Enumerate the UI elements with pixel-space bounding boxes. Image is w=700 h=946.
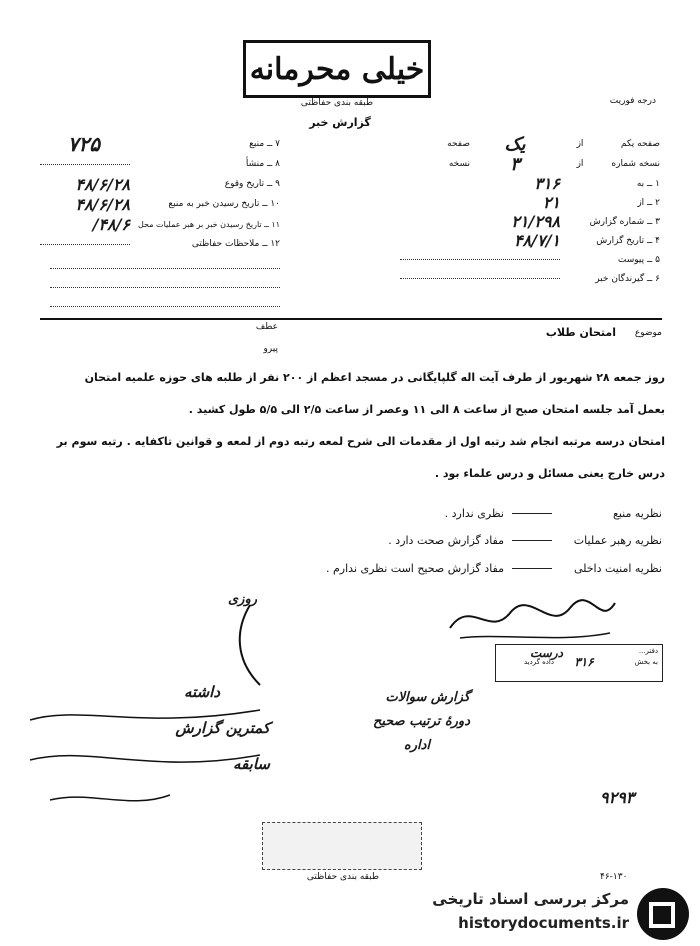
classification-label-bottom: طبقه بندی حفاظتی	[306, 872, 380, 882]
field-label: ۳ ــ شماره گزارش	[589, 216, 660, 227]
watermark-url: historydocuments.ir	[458, 914, 629, 932]
field-label: ۹ ــ تاریخ وقوع	[224, 179, 280, 189]
body-line: امتحان درسه مرتبه انجام شد رتبه اول از مقدمات الی شرح لمعه رتبه دوم از لمعه و قوانین تاکفایه . رتبه سوم بر	[56, 435, 665, 448]
registry-row	[500, 655, 658, 669]
signature-squiggle	[440, 588, 620, 648]
field-value: ۴۸/۶/۲۸	[75, 174, 130, 194]
opinion-value: مفاد گزارش صحیح است نظری ندارم .	[326, 561, 504, 575]
registry-line: به بخش	[634, 658, 658, 666]
opinion-label: نظریه منبع	[613, 506, 662, 520]
subject-label: موضوع	[634, 327, 662, 338]
opinion-value: نظری ندارد .	[444, 506, 504, 520]
opinion-value: مفاد گزارش صحت دارد .	[388, 533, 504, 547]
field-from-label: از	[576, 159, 584, 169]
body-line: بعمل آمد جلسه امتحان صبح از ساعت ۸ الی ۱۱ وعصر از ساعت ۲/۵ الی ۵/۵ طول کشید .	[188, 403, 665, 416]
field-label: ۱ ــ به	[636, 178, 660, 189]
field-value: ۳	[510, 153, 520, 175]
field-label: ۲ ــ از	[637, 197, 660, 208]
field-label: ۴ ــ تاریخ گزارش	[596, 235, 660, 246]
dotted-line	[40, 164, 130, 165]
opinion-label: نظریه رهبر عملیات	[573, 533, 662, 547]
report-title: گزارش خبر	[309, 116, 371, 129]
field-label: ۵ ــ پیوست	[617, 254, 660, 265]
opinions	[270, 500, 662, 582]
bottom-stamp	[262, 822, 422, 870]
field-unit: صفحه	[447, 139, 470, 149]
classification-label-top: طبقه بندی حفاظتی	[300, 98, 374, 108]
field-row-from	[400, 193, 660, 212]
field-row-date-ops	[40, 214, 280, 234]
field-row-page	[400, 134, 660, 154]
field-from-label: از	[576, 139, 584, 149]
subject-row	[380, 326, 662, 339]
field-unit: نسخه	[448, 159, 470, 169]
field-label: ۱۰ ــ تاریخ رسیدن خبر به منبع	[168, 199, 280, 209]
field-row-attachment	[400, 250, 660, 269]
field-row-to	[400, 174, 660, 193]
field-value: ۴۸/۷/۱	[513, 231, 560, 250]
field-row-source	[40, 134, 280, 154]
handwritten-center-block	[300, 686, 470, 758]
handwritten-scribble-left	[20, 700, 270, 830]
dotted-line	[40, 244, 130, 245]
field-value: ۴۸/۶/	[92, 214, 130, 234]
field-value: ۲۱	[542, 193, 560, 212]
body-line: روز جمعه ۲۸ شهریور از طرف آیت اله گلپایگانی در مسجد اعظم از ۲۰۰ نفر از طلبه های حوزه علمیه امتحان	[84, 371, 665, 384]
handwritten-line: سابقه	[233, 755, 270, 773]
field-label: ۸ ــ منشأ	[245, 159, 280, 169]
field-row-origin	[40, 154, 280, 174]
dotted-line	[400, 259, 560, 260]
priority-label: درجه فوریت	[609, 96, 656, 106]
form-code: ۴۶-۱۳۰	[600, 872, 628, 882]
handwritten-note-right: روزی	[228, 592, 258, 607]
field-row-copy	[400, 154, 660, 174]
field-value: یک	[504, 133, 526, 155]
dash	[512, 540, 552, 541]
field-row-date-occurrence	[40, 174, 280, 194]
field-label: ۱۲ ــ ملاحظات حفاظتی	[191, 239, 280, 249]
left-fields	[40, 134, 280, 307]
watermark	[410, 886, 695, 942]
field-label: نسخه شماره	[611, 159, 660, 169]
field-value: ۲۱/۲۹۸	[511, 212, 560, 231]
field-value: ۳۱۶	[534, 174, 560, 193]
dotted-line	[50, 306, 280, 307]
report-body	[40, 362, 665, 490]
field-value: ۷۲۵	[67, 132, 100, 156]
registry-line: دفتر...	[638, 647, 658, 655]
opinion-source	[270, 500, 662, 526]
field-row-report-number	[400, 212, 660, 231]
document-number: ۹۲۹۳	[600, 788, 635, 807]
field-label: ۷ ــ منبع	[249, 139, 280, 149]
field-label: صفحه یکم	[620, 139, 660, 149]
stamp-title: خیلی محرمانه	[249, 51, 425, 87]
dotted-line	[50, 287, 280, 288]
handwritten-line: کمترین گزارش	[175, 719, 270, 737]
dotted-line	[400, 278, 560, 279]
subject-value: امتحان طلاب	[545, 326, 616, 339]
dash	[512, 568, 552, 569]
handwritten-line: دورۀ ترتیب صحیح	[372, 714, 470, 729]
confidential-stamp	[243, 40, 431, 98]
dash	[512, 513, 552, 514]
registry-line: داده گردید	[523, 658, 554, 666]
field-row-recipients	[400, 269, 660, 288]
divider	[40, 318, 662, 320]
watermark-title: مرکز بررسی اسناد تاریخی	[432, 890, 629, 908]
field-value: ۴۸/۶/۲۸	[75, 194, 130, 214]
registry-stamp	[495, 644, 663, 682]
field-row-report-date	[400, 231, 660, 250]
registry-number: ۳۱۶	[574, 655, 594, 669]
field-row-date-source	[40, 194, 280, 214]
handwritten-line: اداره	[403, 738, 430, 753]
archive-logo-icon	[635, 886, 691, 942]
field-label: ۱۱ ــ تاریخ رسیدن خبر بر هبر عملیات محل	[138, 219, 280, 229]
handwritten-line: گزارش سوالات	[385, 690, 470, 705]
ref-label-2: پیرو	[263, 344, 278, 354]
opinion-ops-leader	[270, 526, 662, 554]
ref-label: عطف	[255, 322, 278, 332]
opinion-label: نظریه امنیت داخلی	[573, 561, 662, 575]
body-line: درس خارج یعنی مسائل و درس علماء بود .	[434, 467, 665, 480]
right-fields	[400, 134, 660, 288]
field-label: ۶ ــ گیرندگان خبر	[595, 273, 660, 284]
field-row-security-notes	[40, 234, 280, 254]
opinion-internal-security	[270, 554, 662, 582]
dotted-line	[50, 268, 280, 269]
handwritten-line: داشته	[184, 683, 220, 701]
handwritten-note-stamp: درست	[530, 646, 563, 660]
